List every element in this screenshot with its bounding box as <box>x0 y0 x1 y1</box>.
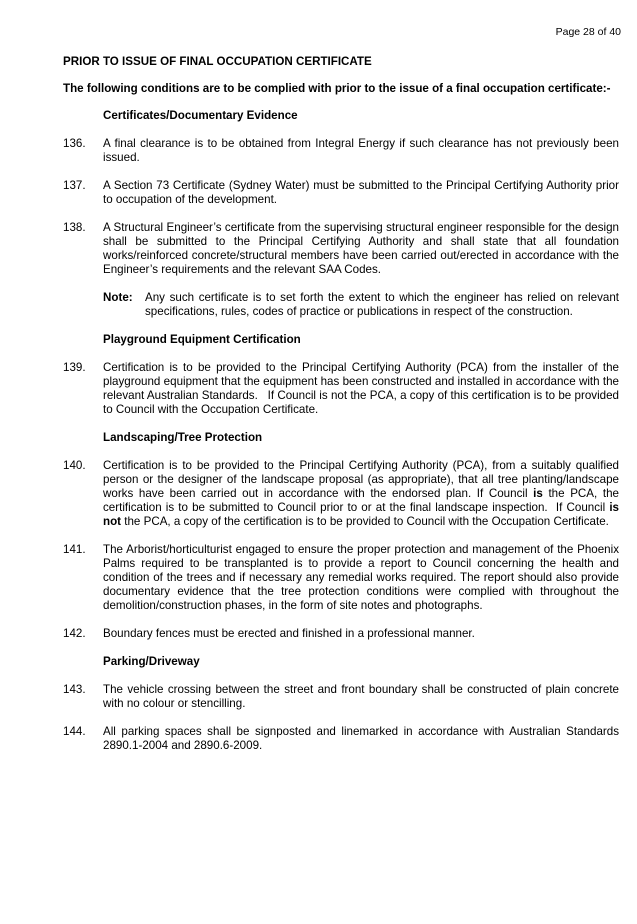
document-content <box>63 55 623 767</box>
note-text: Any such certificate is to set forth the extent to which the engineer has relied on relevant specifications, rules, codes of practice or publications in respect of the construction. <box>145 291 619 318</box>
section-title-certificates: Certificates/Documentary Evidence <box>103 109 298 122</box>
condition-item <box>63 361 623 417</box>
condition-text-part: Certification is to be provided to the Principal Certifying Authority (PCA), from a suitably qualified person or the designer of the landscape proposal (as appropriate), that all tree planting/landscape works have been carried out in accordance with the endorsed plan. If Council <box>103 459 623 500</box>
condition-item <box>63 683 619 711</box>
section-title-parking: Parking/Driveway <box>103 655 200 668</box>
section-title-landscaping: Landscaping/Tree Protection <box>103 431 263 444</box>
condition-item <box>63 179 619 207</box>
condition-number: 136. <box>63 137 86 150</box>
condition-number: 139. <box>63 361 86 374</box>
condition-text: The Arborist/horticulturist engaged to ensure the proper protection and management of the Phoenix Palms required to be transplanted is to provide a report to Council concerning the health and condition of the trees and if necessary any remedial works required. The report should also provide documentary evidence that the tree protection conditions were complied with throughout the demolition/construction phases, in the form of site notes and photographs. <box>103 543 619 612</box>
condition-text: A Section 73 Certificate (Sydney Water) must be submitted to the Principal Certifying Authority prior to occupation of the development. <box>103 179 619 206</box>
condition-item <box>63 137 619 165</box>
condition-number: 144. <box>63 725 86 738</box>
condition-item <box>63 543 619 613</box>
condition-text-part: the PCA, a copy of the certification is to be provided to Council with the Occupation Certificate. <box>121 515 609 528</box>
condition-text: A Structural Engineer’s certificate from the supervising structural engineer responsible for the design shall be submitted to the Principal Certifying Authority and shall state that all foundation works/reinforced concrete/structural members have been carried out/erected in accordance with the Engineer’s requirements and the relevant SAA Codes. <box>103 221 619 276</box>
emphasis-text: is <box>533 487 543 500</box>
condition-text <box>103 459 623 529</box>
condition-item <box>63 725 619 753</box>
condition-text-part: the PCA, the certification is to be submitted to Council prior to or at the final landscape inspection. If Council <box>103 487 623 514</box>
condition-text: All parking spaces shall be signposted and linemarked in accordance with Australian Standards 2890.1-2004 and 2890.6-2009. <box>103 725 619 752</box>
section-title-playground: Playground Equipment Certification <box>103 333 301 346</box>
note-block <box>103 291 619 319</box>
condition-text: The vehicle crossing between the street and front boundary shall be constructed of plain concrete with no colour or stencilling. <box>103 683 619 710</box>
condition-item <box>63 221 619 277</box>
condition-text: A final clearance is to be obtained from Integral Energy if such clearance has not previously been issued. <box>103 137 619 164</box>
condition-text: Certification is to be provided to the Principal Certifying Authority (PCA) from the installer of the playground equipment that the equipment has been constructed and installed in accordance with the relevant Australian Standards. If Council is not the PCA, a copy of this certification is to be provided to Council with the Occupation Certificate. <box>103 361 623 416</box>
condition-number: 137. <box>63 179 86 192</box>
condition-number: 142. <box>63 627 86 640</box>
condition-item <box>63 459 623 529</box>
condition-number: 138. <box>63 221 86 234</box>
page-number: Page 28 of 40 <box>555 26 621 38</box>
note-label: Note: <box>103 291 133 304</box>
condition-text: Boundary fences must be erected and finished in a professional manner. <box>103 627 475 640</box>
condition-item <box>63 627 619 641</box>
condition-number: 143. <box>63 683 86 696</box>
condition-number: 141. <box>63 543 86 556</box>
intro-paragraph: The following conditions are to be complied with prior to the issue of a final occupation certificate:- <box>63 82 611 95</box>
condition-number: 140. <box>63 459 86 472</box>
page-heading: PRIOR TO ISSUE OF FINAL OCCUPATION CERTIFICATE <box>63 55 372 68</box>
emphasis-text: is not <box>103 501 623 528</box>
